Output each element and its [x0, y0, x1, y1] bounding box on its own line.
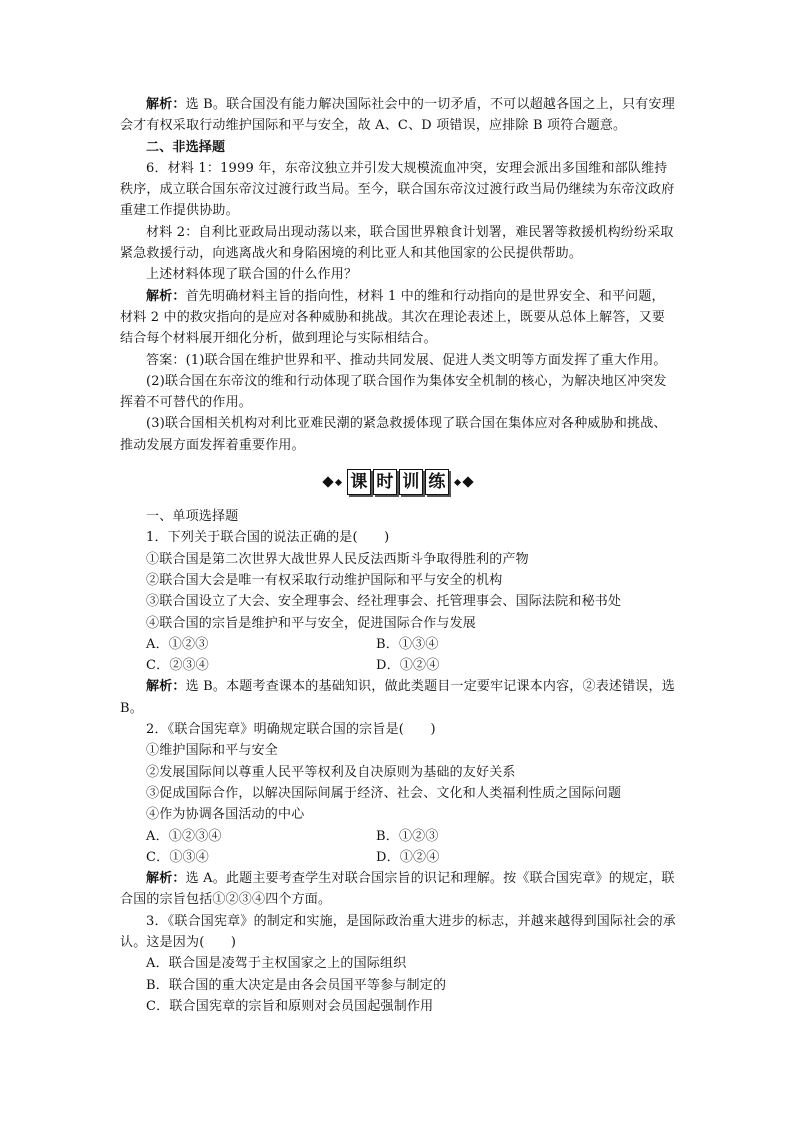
option-c: C．联合国宪章的宗旨和原则对会员国起强制作用 [146, 998, 434, 1014]
question-2-analysis [120, 868, 676, 911]
diamond-decoration-left [324, 478, 341, 486]
diamond-icon [335, 479, 342, 486]
question-2-options-row-1 [120, 826, 676, 847]
diamond-decoration-right [455, 478, 472, 486]
question-2-item: ④作为协调各国活动的中心 [146, 807, 305, 823]
question-2-item: ①维护国际和平与安全 [146, 743, 279, 759]
option-b: B．①③④ [376, 636, 439, 652]
question-1-item: ④联合国的宗旨是维护和平与安全，促进国际合作与发展 [146, 615, 477, 631]
question-1-item: ①联合国是第二次世界大战世界人民反法西斯斗争取得胜利的产物 [146, 551, 529, 567]
diamond-icon [454, 479, 461, 486]
banner-char: 训 [399, 469, 423, 495]
banner-title [347, 469, 449, 495]
analysis-text: 选 B。联合国没有能力解决国际社会中的一切矛盾，不可以超越各国之上，只有安理会才有权采取行动维护国际和平与安全，故 A、C、D 项错误，应排除 B 项符合题意。 [120, 97, 675, 134]
option-b: B．联合国的重大决定是由各会员国平等参与制定的 [146, 977, 447, 993]
option-a: A．联合国是凌驾于主权国家之上的国际组织 [146, 956, 407, 972]
question-1-item: ③联合国设立了大会、安全理事会、经社理事会、托管理事会、国际法院和秘书处 [146, 594, 622, 610]
answer-6-part-2: (2)联合国在东帝汶的维和行动体现了联合国作为集体安全机制的核心，为解决地区冲突发挥着不可替代的作用。 [120, 373, 667, 411]
diamond-icon [462, 476, 473, 487]
answer-analysis-6 [120, 286, 676, 350]
option-a: A．①②③ [146, 636, 209, 652]
question-2-item: ③促成国际合作，以解决国际间属于经济、社会、文化和人类福利性质之国际问题 [146, 785, 622, 801]
diamond-icon [322, 476, 333, 487]
option-d: D．①②④ [376, 658, 440, 674]
option-b: B．①②③ [376, 828, 439, 844]
analysis-label: 解析： [146, 97, 186, 112]
banner-char: 时 [373, 469, 397, 495]
question-6-material-2: 材料 2：自利比亚政局出现动荡以来，联合国世界粮食计划署，难民署等救援机构纷纷采取紧急救援行动，向逃离战火和身陷困境的利比亚人和其他国家的公民提供帮助。 [120, 224, 674, 262]
question-2-stem: 2．《联合国宪章》明确规定联合国的宗旨是( ) [146, 722, 436, 738]
analysis-label: 解析： [146, 288, 186, 304]
banner-char: 练 [425, 469, 449, 495]
question-1-stem: 1．下列关于联合国的说法正确的是( ) [146, 530, 390, 546]
section-heading-non-choice: 二、非选择题 [146, 139, 226, 155]
answer-6-part-3: (3)联合国相关机构对利比亚难民潮的紧急救援体现了联合国在集体应对各种威胁和挑战、推动发展方面发挥着重要作用。 [120, 416, 667, 453]
question-1-item: ②联合国大会是唯一有权采取行动维护国际和平与安全的机构 [146, 572, 503, 588]
question-2-options-row-2 [120, 847, 676, 868]
option-c: C．②③④ [146, 658, 209, 674]
option-d: D．①②④ [376, 849, 440, 865]
section-heading-single-choice: 一、单项选择题 [146, 509, 239, 525]
analysis-text: 首先明确材料主旨的指向性，材料 1 中的维和行动指向的是世界安全、和平问题，材料 2 中的救灾指向的是应对各种威胁和挑战。其次在理论表述上，既要从总体上解答，又要结合每个材料展开细化分析，做到理论与实际相结合。 [120, 288, 666, 347]
question-1-options-row-2 [120, 655, 676, 676]
section-banner [120, 466, 676, 498]
analysis-label: 解析： [146, 871, 186, 887]
question-1-analysis [120, 676, 676, 719]
question-1-options-row-1 [120, 634, 676, 655]
question-6-material-1: 6．材料 1：1999 年，东帝汶独立并引发大规模流血冲突，安理会派出多国维和部队维持秩序，成立联合国东帝汶过渡行政当局。至今，联合国东帝汶过渡行政当局仍继续为东帝汶政府重建工作提供协助。 [120, 160, 675, 219]
answer-6-part-1: 答案：(1)联合国在维护世界和平、推动共同发展、促进人类文明等方面发挥了重大作用。 [146, 352, 667, 368]
document-page [120, 94, 676, 1017]
answer-analysis-5 [120, 94, 676, 137]
option-c: C．①③④ [146, 849, 209, 865]
analysis-label: 解析： [146, 679, 186, 695]
question-3-stem: 3．《联合国宪章》的制定和实施，是国际政治重大进步的标志，并越来越得到国际社会的承认。这是因为( ) [120, 913, 676, 950]
option-a: A．①②③④ [146, 828, 222, 844]
question-6-prompt: 上述材料体现了联合国的什么作用？ [146, 267, 358, 283]
question-2-item: ②发展国际间以尊重人民平等权利及自决原则为基础的友好关系 [146, 764, 516, 780]
analysis-text: 选 A。此题主要考查学生对联合国宗旨的识记和理解。按《联合国宪章》的规定，联合国的宗旨包括①②③④四个方面。 [120, 871, 675, 908]
analysis-text: 选 B。本题考查课本的基础知识，做此类题目一定要牢记课本内容，②表述错误，选 B。 [120, 679, 675, 716]
banner-char: 课 [347, 469, 371, 495]
